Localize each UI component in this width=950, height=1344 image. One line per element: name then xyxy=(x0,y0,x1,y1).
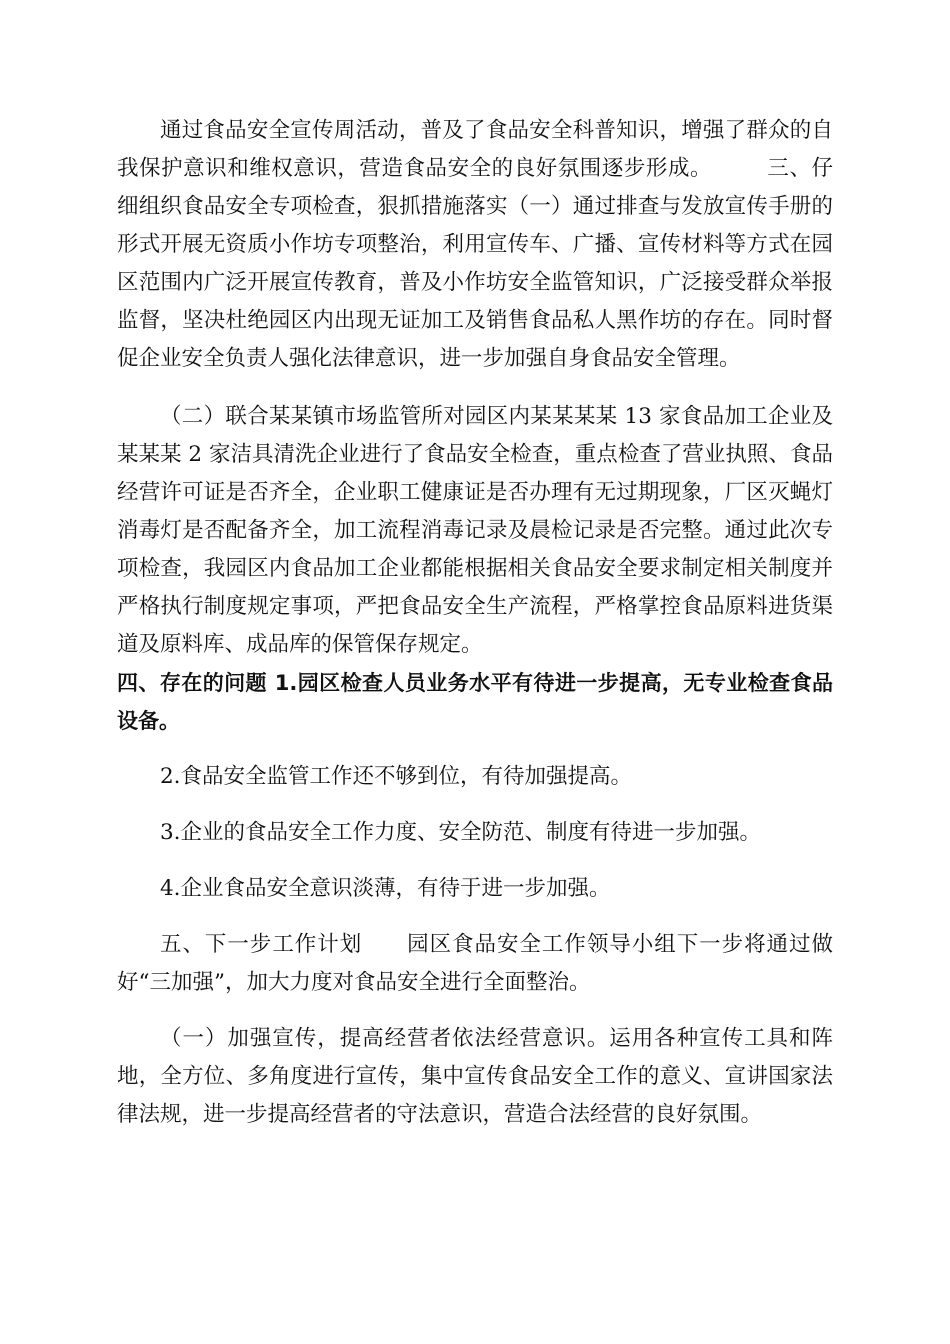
list-item-problem-2: 2.食品安全监管工作还不够到位，有待加强提高。 xyxy=(160,764,633,789)
list-item-problem-3: 3.企业的食品安全工作力度、安全防范、制度有待进一步加强。 xyxy=(160,820,762,845)
document-body xyxy=(117,112,833,1134)
paragraph-next-plan: 五、下一步工作计划 园区食品安全工作领导小组下一步将通过做好“三加强”，加大力度对食品安全进行全面整治。 xyxy=(117,932,833,995)
list-item-problem-4: 4.企业食品安全意识淡薄，有待于进一步加强。 xyxy=(160,876,611,901)
heading-existing-problems: 四、存在的问题 1.园区检查人员业务水平有待进一步提高，无专业检查食品设备。 xyxy=(117,671,833,733)
paragraph-joint-inspection: （二）联合某某镇市场监管所对园区内某某某某 13 家食品加工企业及某某某 2 家洁具清洗企业进行了食品安全检查，重点检查了营业执照、食品经营许可证是否齐全，企业职工健康证是否办理有无过期现象，厂区灭蝇灯消毒灯是否配备齐全，加工流程消毒记录及晨检记录是否完整。通过此次专项检查，我园区内食品加工企业都能根据相关食品安全要求制定相关制度并严格执行制度规定事项，严把食品安全生产流程，严格掌控食品原料进货渠道及原料库、成品库的保管保存规定。 xyxy=(117,404,833,657)
paragraph-strengthen-publicity: （一）加强宣传，提高经营者依法经营意识。运用各种宣传工具和阵地，全方位、多角度进行宣传，集中宣传食品安全工作的意义、宣讲国家法律法规，进一步提高经营者的守法意识，营造合法经营的良好氛围。 xyxy=(117,1026,833,1127)
paragraph-publicity-week: 通过食品安全宣传周活动，普及了食品安全科普知识，增强了群众的自我保护意识和维权意识，营造食品安全的良好氛围逐步形成。 三、仔细组织食品安全专项检查，狠抓措施落实（一）通过排查与发放宣传手册的形式开展无资质小作坊专项整治，利用宣传车、广播、宣传材料等方式在园区范围内广泛开展宣传教育，普及小作坊安全监管知识，广泛接受群众举报监督，坚决杜绝园区内出现无证加工及销售食品私人黑作坊的存在。同时督促企业安全负责人强化法律意识，进一步加强自身食品安全管理。 xyxy=(117,118,833,371)
